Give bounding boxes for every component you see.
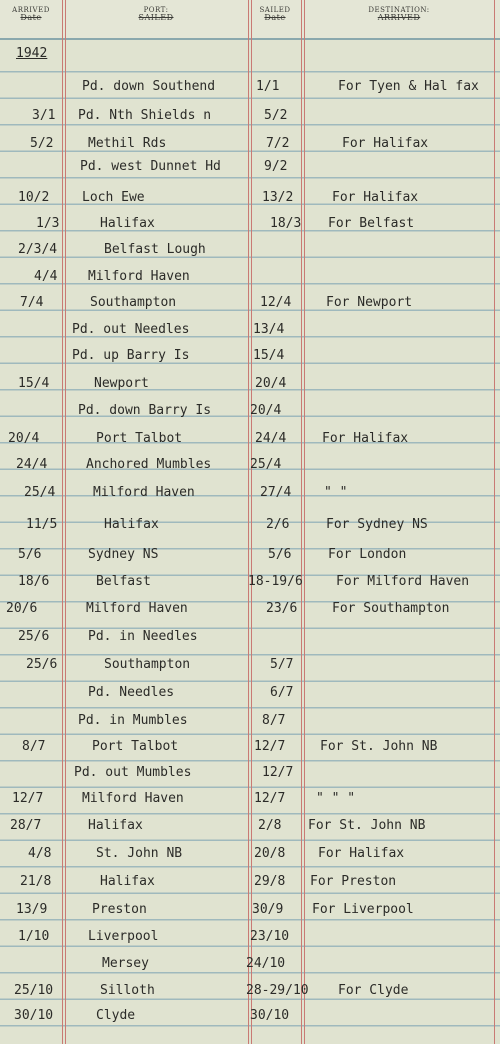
sailed-date: 23/10 — [250, 929, 290, 944]
sailed-date: 2/8 — [258, 818, 282, 833]
sailed-date: 13/2 — [262, 190, 294, 205]
destination: For Clyde — [338, 983, 409, 998]
sailed-date: 7/2 — [266, 136, 290, 151]
destination: " " " — [316, 791, 356, 806]
sailed-date: 5/7 — [270, 657, 294, 672]
port-name: Loch Ewe — [82, 190, 145, 205]
header-sailed-label: SAILED — [259, 6, 291, 14]
sailed-date: 12/7 — [254, 739, 286, 754]
sailed-date: 24/10 — [246, 956, 286, 971]
sailed-date: 30/9 — [252, 902, 284, 917]
port-name: Milford Haven — [93, 485, 195, 500]
sailed-date: 24/4 — [255, 431, 287, 446]
destination: For Sydney NS — [326, 517, 428, 532]
arrived-date: 21/8 — [20, 874, 52, 889]
destination: For London — [328, 547, 407, 562]
arrived-date: 4/8 — [28, 846, 52, 861]
sailed-date: 12/7 — [262, 765, 294, 780]
port-name: Sydney NS — [88, 547, 159, 562]
arrived-date: 13/9 — [16, 902, 48, 917]
column-rule — [494, 0, 495, 1044]
arrived-date: 3/1 — [32, 108, 56, 123]
port-name: Pd. in Needles — [88, 629, 198, 644]
sailed-date: 23/6 — [266, 601, 298, 616]
arrived-date: 28/7 — [10, 818, 42, 833]
arrived-date: 15/4 — [18, 376, 50, 391]
column-rule — [301, 0, 302, 1044]
header-destination-sub: ARRIVED — [377, 13, 421, 22]
destination: For Belfast — [328, 216, 415, 231]
port-name: Silloth — [100, 983, 155, 998]
sailed-date: 13/4 — [253, 322, 285, 337]
destination: For Liverpool — [312, 902, 414, 917]
arrived-date: 25/4 — [24, 485, 56, 500]
port-name: Pd. in Mumbles — [78, 713, 188, 728]
port-name: Anchored Mumbles — [86, 457, 212, 472]
port-name: Milford Haven — [88, 269, 190, 284]
port-name: Pd. down Barry Is — [78, 403, 212, 418]
arrived-date: 30/10 — [14, 1008, 54, 1023]
port-name: Southampton — [90, 295, 177, 310]
header-arrived-label: ARRIVED — [12, 6, 50, 14]
sailed-date: 29/8 — [254, 874, 286, 889]
arrived-date: 25/6 — [26, 657, 58, 672]
sailed-date: 15/4 — [253, 348, 285, 363]
port-name: Port Talbot — [96, 431, 183, 446]
port-name: Mersey — [102, 956, 149, 971]
sailed-date: 27/4 — [260, 485, 292, 500]
sailed-date: 2/6 — [266, 517, 290, 532]
sailed-date: 9/2 — [264, 159, 288, 174]
sailed-date: 18-19/6 — [248, 574, 303, 589]
header-port — [66, 6, 246, 22]
port-name: Pd. up Barry Is — [72, 348, 190, 363]
destination: For St. John NB — [320, 739, 438, 754]
arrived-date: 5/6 — [18, 547, 42, 562]
sailed-date: 18/3 — [270, 216, 302, 231]
port-name: Pd. out Mumbles — [74, 765, 192, 780]
header-sailed — [251, 6, 299, 22]
port-name: Pd. out Needles — [72, 322, 190, 337]
sailed-date: 5/6 — [268, 547, 292, 562]
column-rule — [248, 0, 249, 1044]
port-name: Port Talbot — [92, 739, 179, 754]
sailed-date: 20/4 — [255, 376, 287, 391]
arrived-date: 25/10 — [14, 983, 54, 998]
destination: For Southampton — [332, 601, 450, 616]
port-name: Methil Rds — [88, 136, 167, 151]
sailed-date: 20/8 — [254, 846, 286, 861]
arrived-date: 24/4 — [16, 457, 48, 472]
arrived-date: 1/10 — [18, 929, 50, 944]
header-sailed-sub: Date — [264, 13, 286, 22]
arrived-date: 10/2 — [18, 190, 50, 205]
port-name: Clyde — [96, 1008, 136, 1023]
port-name: Pd. west Dunnet Hd — [80, 159, 221, 174]
sailed-date: 1/1 — [256, 79, 280, 94]
destination: For Halifax — [318, 846, 405, 861]
sailed-date: 12/7 — [254, 791, 286, 806]
sailed-date: 20/4 — [250, 403, 282, 418]
sailed-date: 30/10 — [250, 1008, 290, 1023]
header-arrived-sub: Date — [20, 13, 42, 22]
header-arrived — [2, 6, 60, 22]
arrived-date: 11/5 — [26, 517, 58, 532]
destination: For Tyen & Hal fax — [338, 79, 479, 94]
port-name: Halifax — [88, 818, 143, 833]
arrived-date: 20/6 — [6, 601, 38, 616]
destination: For Halifax — [322, 431, 409, 446]
sailed-date: 25/4 — [250, 457, 282, 472]
port-name: Southampton — [104, 657, 191, 672]
destination: For Preston — [310, 874, 397, 889]
arrived-date: 7/4 — [20, 295, 44, 310]
sailed-date: 8/7 — [262, 713, 286, 728]
sailed-date: 12/4 — [260, 295, 292, 310]
arrived-date: 8/7 — [22, 739, 46, 754]
arrived-date: 25/6 — [18, 629, 50, 644]
port-name: Pd. down Southend — [82, 79, 216, 94]
sailed-date: 5/2 — [264, 108, 288, 123]
header-port-sub: SAILED — [138, 13, 174, 22]
header-destination — [305, 6, 493, 22]
destination: For Milford Haven — [336, 574, 470, 589]
arrived-date: 5/2 — [30, 136, 54, 151]
port-name: Halifax — [100, 874, 155, 889]
port-name: Belfast Lough — [104, 242, 206, 257]
port-name: Milford Haven — [82, 791, 184, 806]
destination: For Newport — [326, 295, 413, 310]
arrived-date: 18/6 — [18, 574, 50, 589]
port-name: Halifax — [104, 517, 159, 532]
arrived-date: 12/7 — [12, 791, 44, 806]
port-name: Halifax — [100, 216, 155, 231]
arrived-date: 2/3/4 — [18, 242, 58, 257]
port-name: Newport — [94, 376, 149, 391]
port-name: Milford Haven — [86, 601, 188, 616]
sailed-date: 6/7 — [270, 685, 294, 700]
header-port-label: PORT: — [143, 6, 169, 14]
year-label: 1942 — [16, 46, 48, 61]
destination: For Halifax — [342, 136, 429, 151]
column-rule — [62, 0, 63, 1044]
port-name: Preston — [92, 902, 147, 917]
arrived-date: 1/3 — [36, 216, 60, 231]
destination: For Halifax — [332, 190, 419, 205]
port-name: Belfast — [96, 574, 151, 589]
header-destination-label: DESTINATION: — [368, 6, 430, 14]
sailed-date: 28-29/10 — [246, 983, 309, 998]
arrived-date: 4/4 — [34, 269, 58, 284]
arrived-date: 20/4 — [8, 431, 40, 446]
destination: " " — [324, 485, 348, 500]
destination: For St. John NB — [308, 818, 426, 833]
port-name: Liverpool — [88, 929, 159, 944]
port-name: Pd. Nth Shields n — [78, 108, 212, 123]
port-name: St. John NB — [96, 846, 183, 861]
port-name: Pd. Needles — [88, 685, 175, 700]
